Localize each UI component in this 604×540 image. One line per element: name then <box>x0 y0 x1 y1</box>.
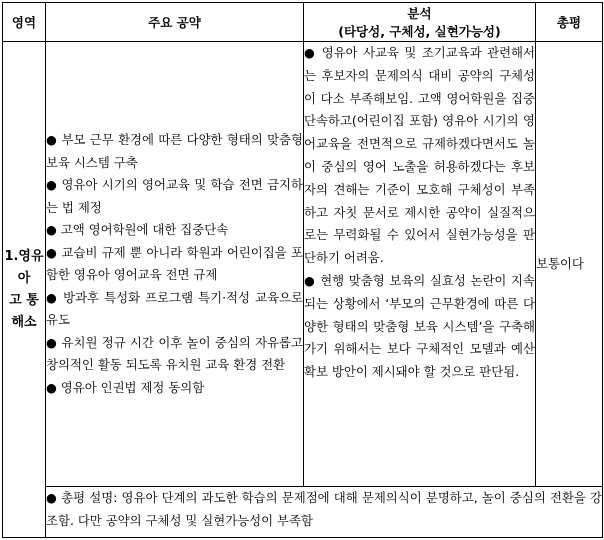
pledge-item: ● 고액 영어학원에 대한 집중단속 <box>46 222 229 237</box>
header-analysis <box>304 3 536 42</box>
header-grade: 총평 <box>536 3 603 42</box>
area-cell <box>3 42 46 538</box>
header-area: 영역 <box>3 3 46 42</box>
header-analysis-criteria: (타당성, 구체성, 실현가능성) <box>338 24 501 39</box>
content-row <box>3 42 603 487</box>
analysis-paragraph: ● 현행 맞춤형 보육의 실효성 논란이 지속되는 상황에서 ‘부모의 근무환경에 따른 다양한 형태의 맞춤형 보육 시스템’을 구축해가기 위해서는 보다 구체적인 모델과 예산 확보 방안이 제시돼야 할 것으로 판단됨. <box>304 272 535 380</box>
area-line: 해소 <box>11 314 37 330</box>
pledge-item: ● 교습비 규제 뿐 아니라 학원과 어린이집을 포함한 영유아 영어교육 전면 규제 <box>46 244 303 282</box>
pledge-item: ● 부모 근무 환경에 따른 다양한 형태의 맞춤형 보육 시스템 구축 <box>46 132 303 170</box>
pledge-item: ● 유치원 정규 시간 이후 놀이 중심의 자유롭고 창의적인 활동 되도록 유치원 교육 환경 전환 <box>46 334 303 372</box>
evaluation-table <box>2 2 603 538</box>
header-analysis-title: 분석 <box>407 6 432 21</box>
header-pledges: 주요 공약 <box>46 3 304 42</box>
pledge-item: ● 영유아 인권법 제정 동의함 <box>46 379 205 395</box>
header-row <box>3 3 603 42</box>
summary-cell: ● 총평 설명: 영유아 단계의 과도한 학습의 문제점에 대해 문제의식이 분명하고, 놀이 중심의 전환을 강조함. 다만 공약의 구체성 및 실현가능성이 부족함 <box>46 487 603 538</box>
area-line: 1.영유 <box>4 248 44 264</box>
area-line: 아 <box>17 270 31 286</box>
pledge-item: ● 방과후 특성화 프로그램 특기·적성 교육으로 유도 <box>46 289 303 327</box>
pledge-item: ● 영유아 시기의 영어교육 및 학습 전면 금지하는 법 제정 <box>46 177 303 215</box>
pledges-cell <box>46 42 304 487</box>
analysis-paragraph: ● 영유아 사교육 및 조기교육과 관련해서는 후보자의 문제의식 대비 공약의 구체성이 다소 부족해보임. 고액 영어학원을 집중 단속하고(어린이집 포함) 영유아 시기의 영어교육을 전면적으로 규제하겠다면서도 놀이 중심의 영어 노출을 허용하겠다는 후보자의 견해는 기준이 모호해 구체성이 부족하고 자칫 문서로 제시한 공약이 실질적으로는 무력화될 수 있어서 실현가능성을 판단하기 어려움. <box>304 45 535 266</box>
summary-row <box>3 487 603 538</box>
grade-cell: 보통이다 <box>536 42 603 487</box>
area-line: 고 통 <box>9 292 39 308</box>
analysis-cell <box>304 42 536 487</box>
